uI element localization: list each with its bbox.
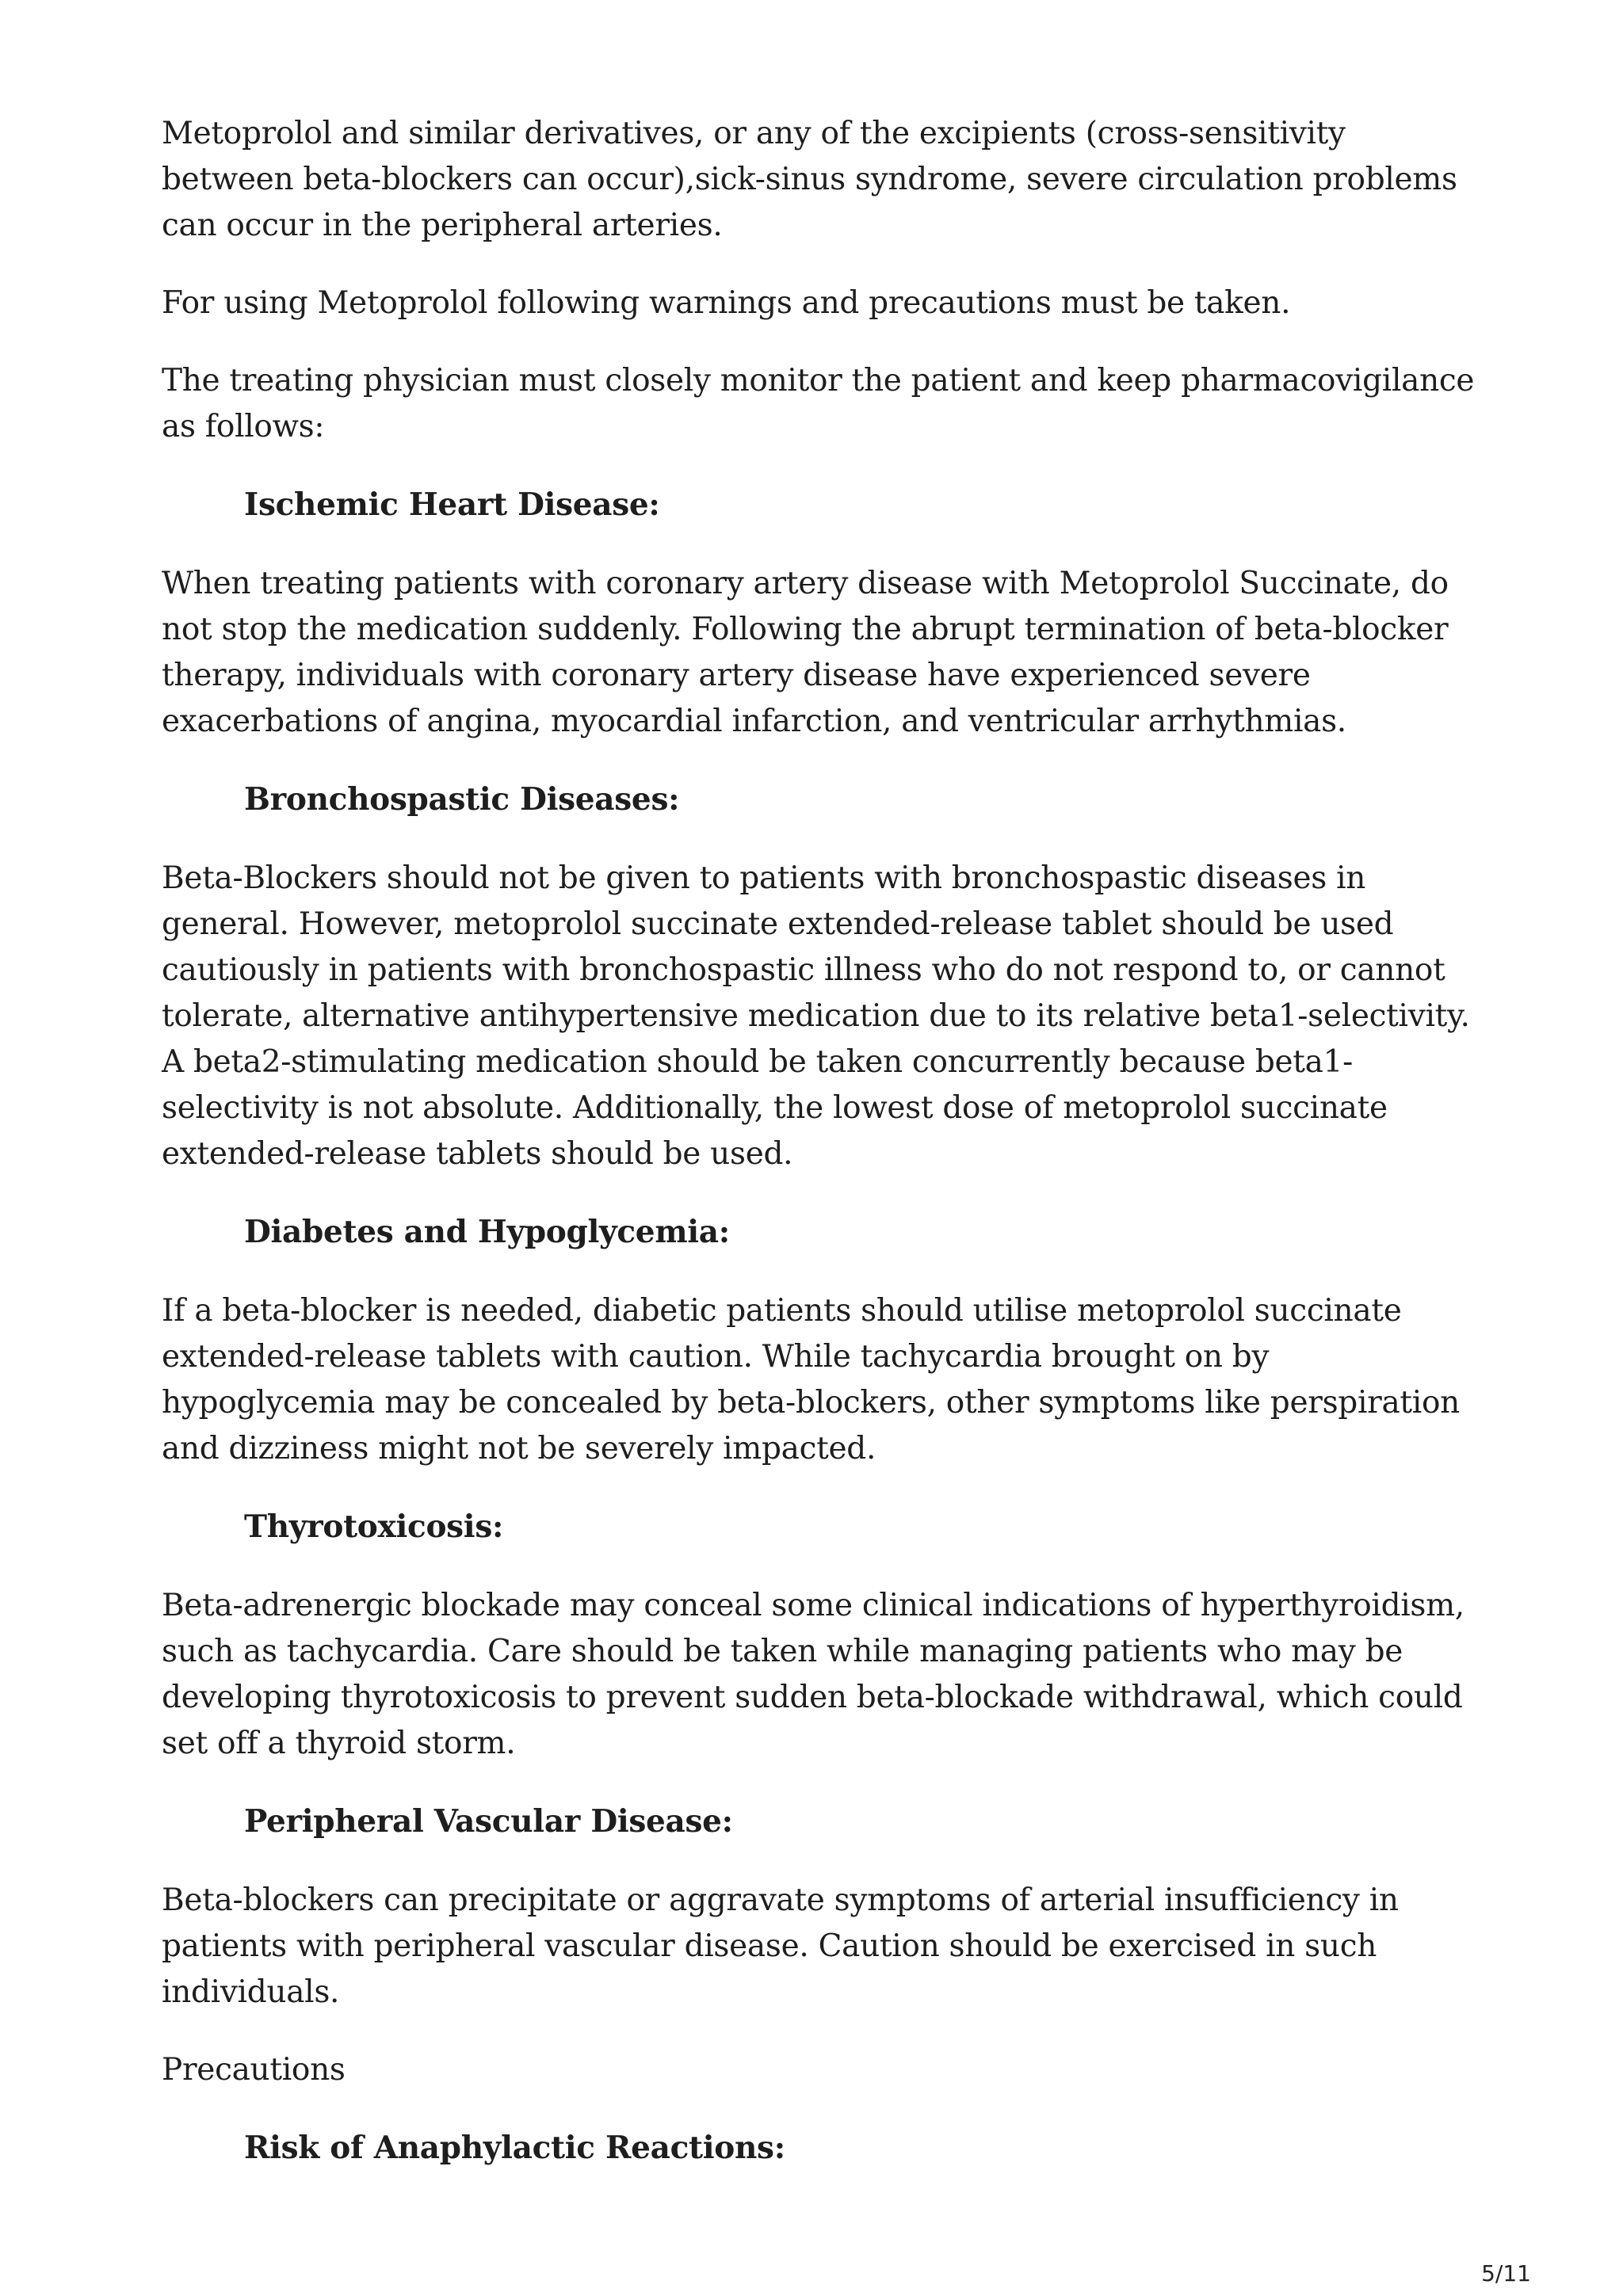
- heading-thyrotoxicosis: Thyrotoxicosis:: [244, 1508, 504, 1545]
- heading-bronchospastic-diseases: Bronchospastic Diseases:: [244, 781, 680, 818]
- paragraph-precautions: Precautions: [162, 2052, 346, 2088]
- heading-anaphylactic-reactions: Risk of Anaphylactic Reactions:: [244, 2130, 785, 2166]
- paragraph-warnings-intro: For using Metoprolol following warnings and precautions must be taken.: [162, 285, 1291, 321]
- heading-peripheral-vascular-disease: Peripheral Vascular Disease:: [244, 1803, 733, 1840]
- paragraph-thyrotoxicosis: Beta-adrenergic blockade may conceal some clinical indications of hyperthyroidism, such as tachycardia. Care should be taken while managing patients who may be developing thyrotoxicosis to prevent sudden beta-blockade withdrawal, which could set off a thyroid storm.: [162, 1588, 1465, 1761]
- heading-diabetes-hypoglycemia: Diabetes and Hypoglycemia:: [244, 1214, 730, 1250]
- paragraph-diabetes-hypoglycemia: If a beta-blocker is needed, diabetic patients should utilise metoprolol succinate extended-release tablets with caution. While tachycardia brought on by hypoglycemia may be concealed by beta-blockers, other symptoms like perspiration and dizziness might not be severely impacted.: [162, 1293, 1460, 1466]
- paragraph-peripheral-vascular-disease: Beta-blockers can precipitate or aggravate symptoms of arterial insufficiency in patients with peripheral vascular disease. Caution should be exercised in such individuals.: [162, 1882, 1399, 2010]
- paragraph-bronchospastic-diseases: Beta-Blockers should not be given to patients with bronchospastic diseases in general. However, metoprolol succinate extended-release tablet should be used cautiously in patients with bronchospastic illness who do not respond to, or cannot tolerate, alternative antihypertensive medication due to its relative beta1-selectivity. A beta2-stimulating medication should be taken concurrently because beta1- selectivity is not absolute. Additionally, the lowest dose of metoprolol succinate extended-release tablets should be used.: [162, 860, 1470, 1172]
- heading-ischemic-heart-disease: Ischemic Heart Disease:: [244, 486, 660, 523]
- document-body: [162, 111, 1477, 2204]
- paragraph-monitoring: The treating physician must closely monitor the patient and keep pharmacovigilance as follows:: [162, 363, 1475, 444]
- paragraph-contraindications: Metoprolol and similar derivatives, or any of the excipients (cross-sensitivity between beta-blockers can occur),sick-sinus syndrome, severe circulation problems can occur in the peripheral arteries.: [162, 116, 1457, 243]
- page-number: 5/11: [1481, 2260, 1531, 2286]
- paragraph-ischemic-heart-disease: When treating patients with coronary artery disease with Metoprolol Succinate, do not stop the medication suddenly. Following the abrupt termination of beta-blocker therapy, individuals with coronary artery disease have experienced severe exacerbations of angina, myocardial infarction, and ventricular arrhythmias.: [162, 566, 1449, 739]
